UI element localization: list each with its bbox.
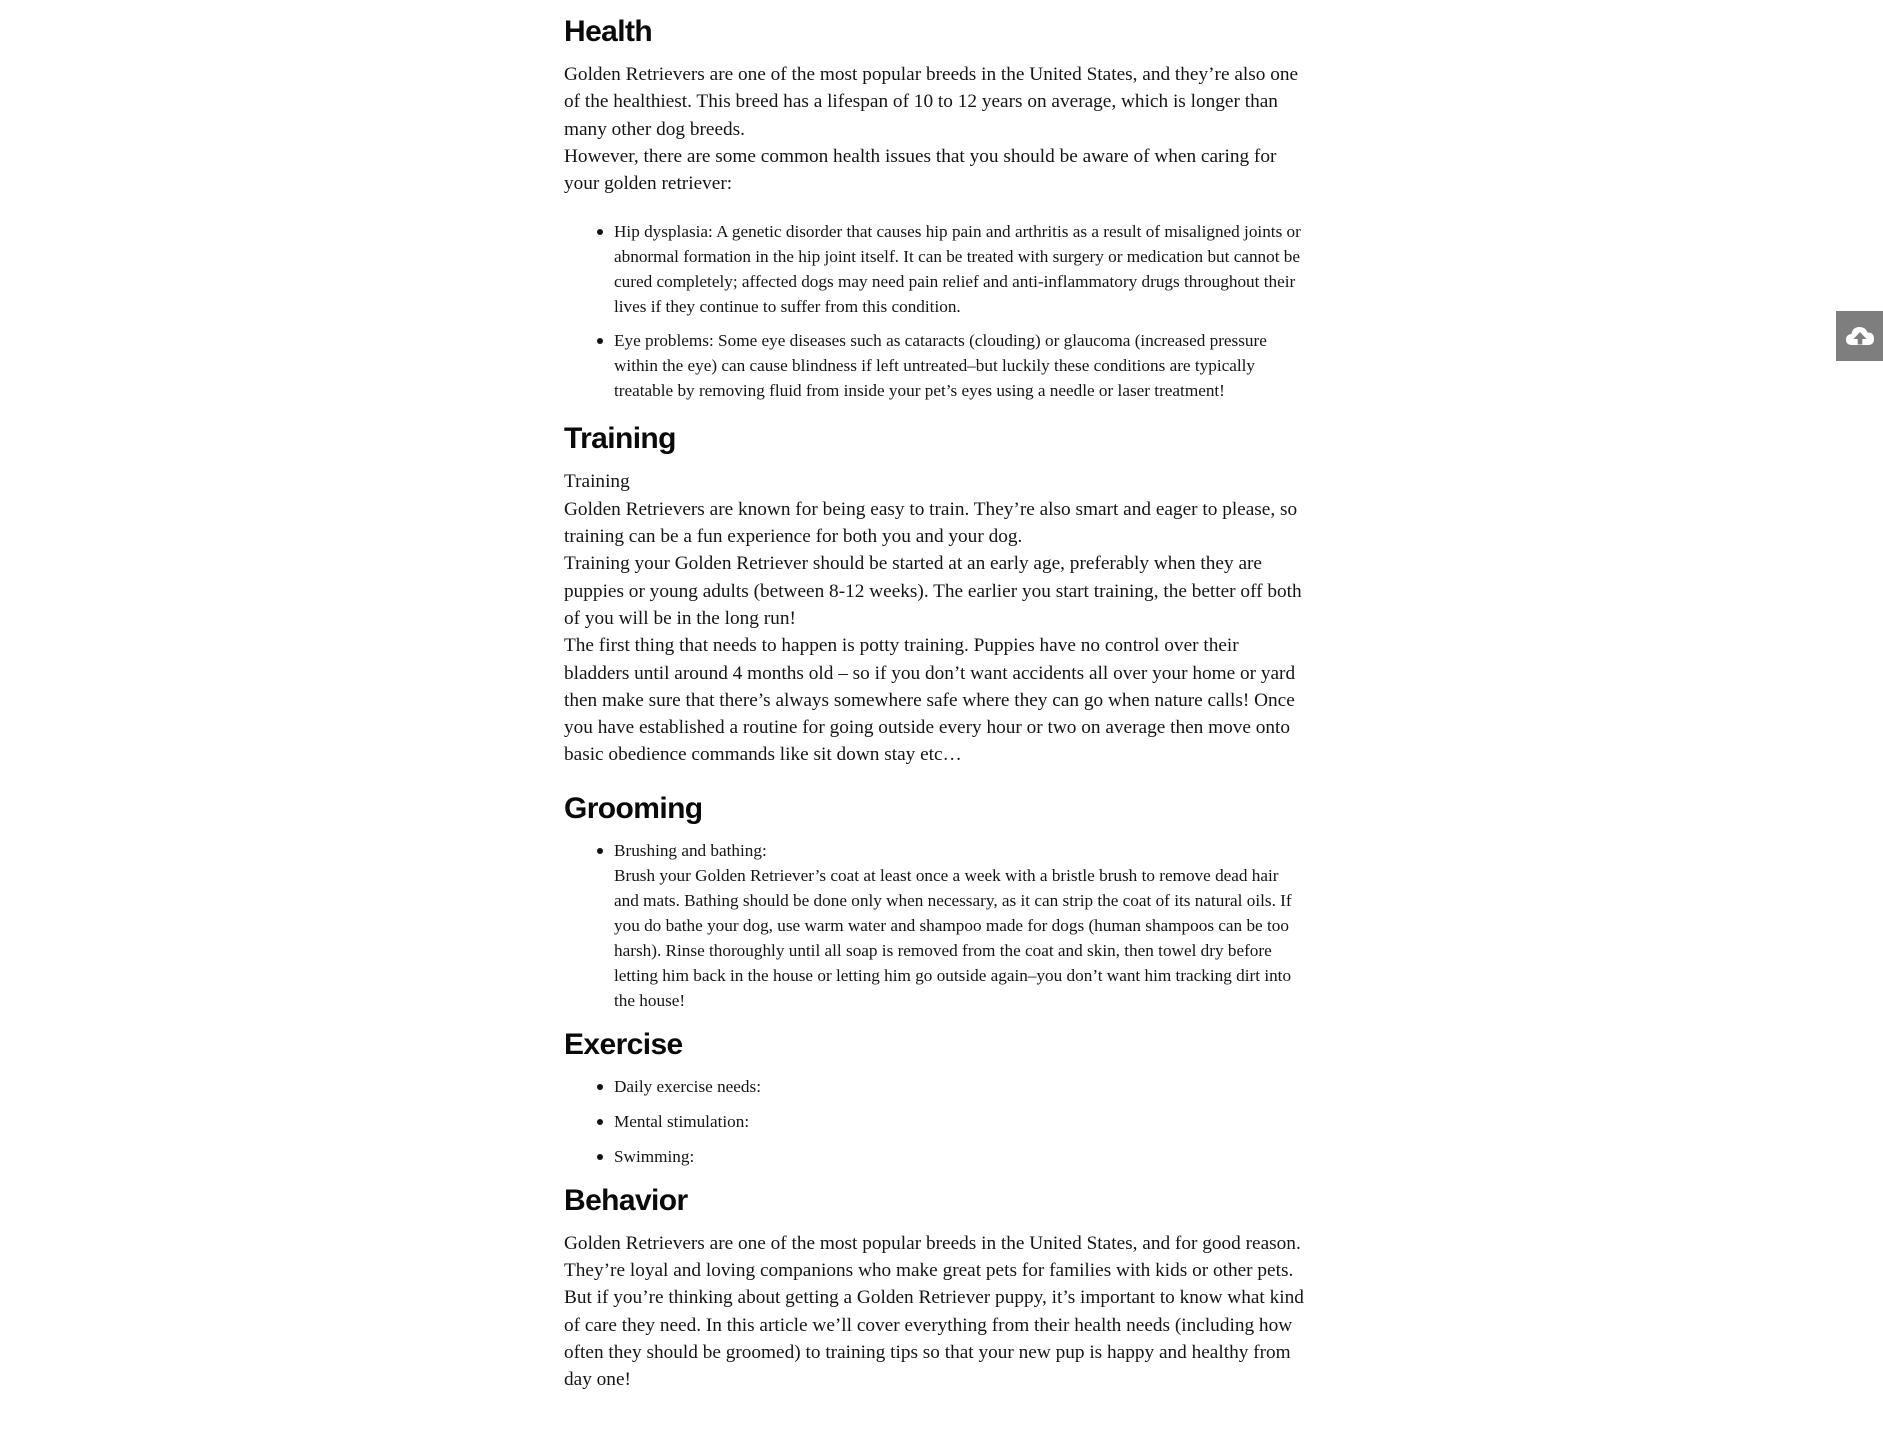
section-behavior	[564, 1183, 1306, 1394]
exercise-list	[564, 1074, 1306, 1169]
paragraph: However, there are some common health issues that you should be aware of when caring for your golden retriever:	[564, 145, 1277, 195]
section-health	[564, 14, 1306, 403]
health-issues-list	[564, 219, 1306, 403]
heading-training: Training	[564, 422, 676, 456]
heading-health: Health	[564, 15, 653, 48]
section-exercise	[564, 1027, 1306, 1169]
list-item: Hip dysplasia: A genetic disorder that causes hip pain and arthritis as a result of misaligned joints or abnormal formation in the hip joint itself. It can be treated with surgery or medication but cannot be cured completely; affected dogs may need pain relief and anti-inflammatory drugs throughout their lives if they continue to suffer from this condition.	[614, 219, 1306, 319]
paragraph: Training	[564, 471, 630, 493]
scroll-to-top-button[interactable]	[1836, 311, 1883, 361]
list-item: Daily exercise needs:	[614, 1074, 1306, 1099]
list-item: Swimming:	[614, 1144, 1306, 1169]
section-grooming	[564, 791, 1306, 1013]
paragraph: Training your Golden Retriever should be started at an early age, preferably when they are puppies or young adults (between 8-12 weeks). The earlier you start training, the better off both of you will be in the long run!	[564, 553, 1302, 629]
article-content	[564, 0, 1306, 1394]
list-item	[614, 838, 1306, 1013]
heading-exercise: Exercise	[564, 1027, 683, 1061]
paragraph: Golden Retrievers are one of the most popular breeds in the United States, and for good reason. They’re loyal and loving companions who make great pets for families with kids or other pets. But if you’re thinking about getting a Golden Retriever puppy, it’s important to know what kind of care they need. In this article we’ll cover everything from their health needs (including how often they should be groomed) to training tips so that your new pup is happy and healthy from day one!	[564, 1232, 1304, 1391]
heading-behavior: Behavior	[564, 1183, 688, 1217]
cloud-upload-icon	[1845, 324, 1875, 348]
grooming-list	[564, 838, 1306, 1013]
list-item: Mental stimulation:	[614, 1109, 1306, 1134]
heading-grooming: Grooming	[564, 791, 703, 825]
paragraph: Golden Retrievers are known for being easy to train. They’re also smart and eager to please, so training can be a fun experience for both you and your dog.	[564, 498, 1298, 548]
paragraph: The first thing that needs to happen is potty training. Puppies have no control over their bladders until around 4 months old – so if you don’t want accidents all over your home or yard then make sure that there’s always somewhere safe where they can go when nature calls! Once you have established a routine for going outside every hour or two on average then move onto basic obedience commands like sit down stay etc…	[564, 635, 1296, 766]
list-item-title: Brushing and bathing:	[614, 840, 767, 860]
list-item-body: Brush your Golden Retriever’s coat at least once a week with a bristle brush to remove dead hair and mats. Bathing should be done only when necessary, as it can strip the coat of its natural oils. If you do bathe your dog, use warm water and shampoo made for dogs (human shampoos can be too harsh). Rinse thoroughly until all soap is removed from the coat and skin, then towel dry before letting him back in the house or letting him go outside again–you don’t want him tracking dirt into the house!	[614, 865, 1292, 1010]
paragraph: Golden Retrievers are one of the most popular breeds in the United States, and they’re also one of the healthiest. This breed has a lifespan of 10 to 12 years on average, which is longer than many other dog breeds.	[564, 64, 1299, 140]
list-item: Eye problems: Some eye diseases such as cataracts (clouding) or glaucoma (increased pressure within the eye) can cause blindness if left untreated–but luckily these conditions are typically treatable by removing fluid from inside your pet’s eyes using a needle or laser treatment!	[614, 328, 1306, 403]
section-training	[564, 421, 1306, 768]
